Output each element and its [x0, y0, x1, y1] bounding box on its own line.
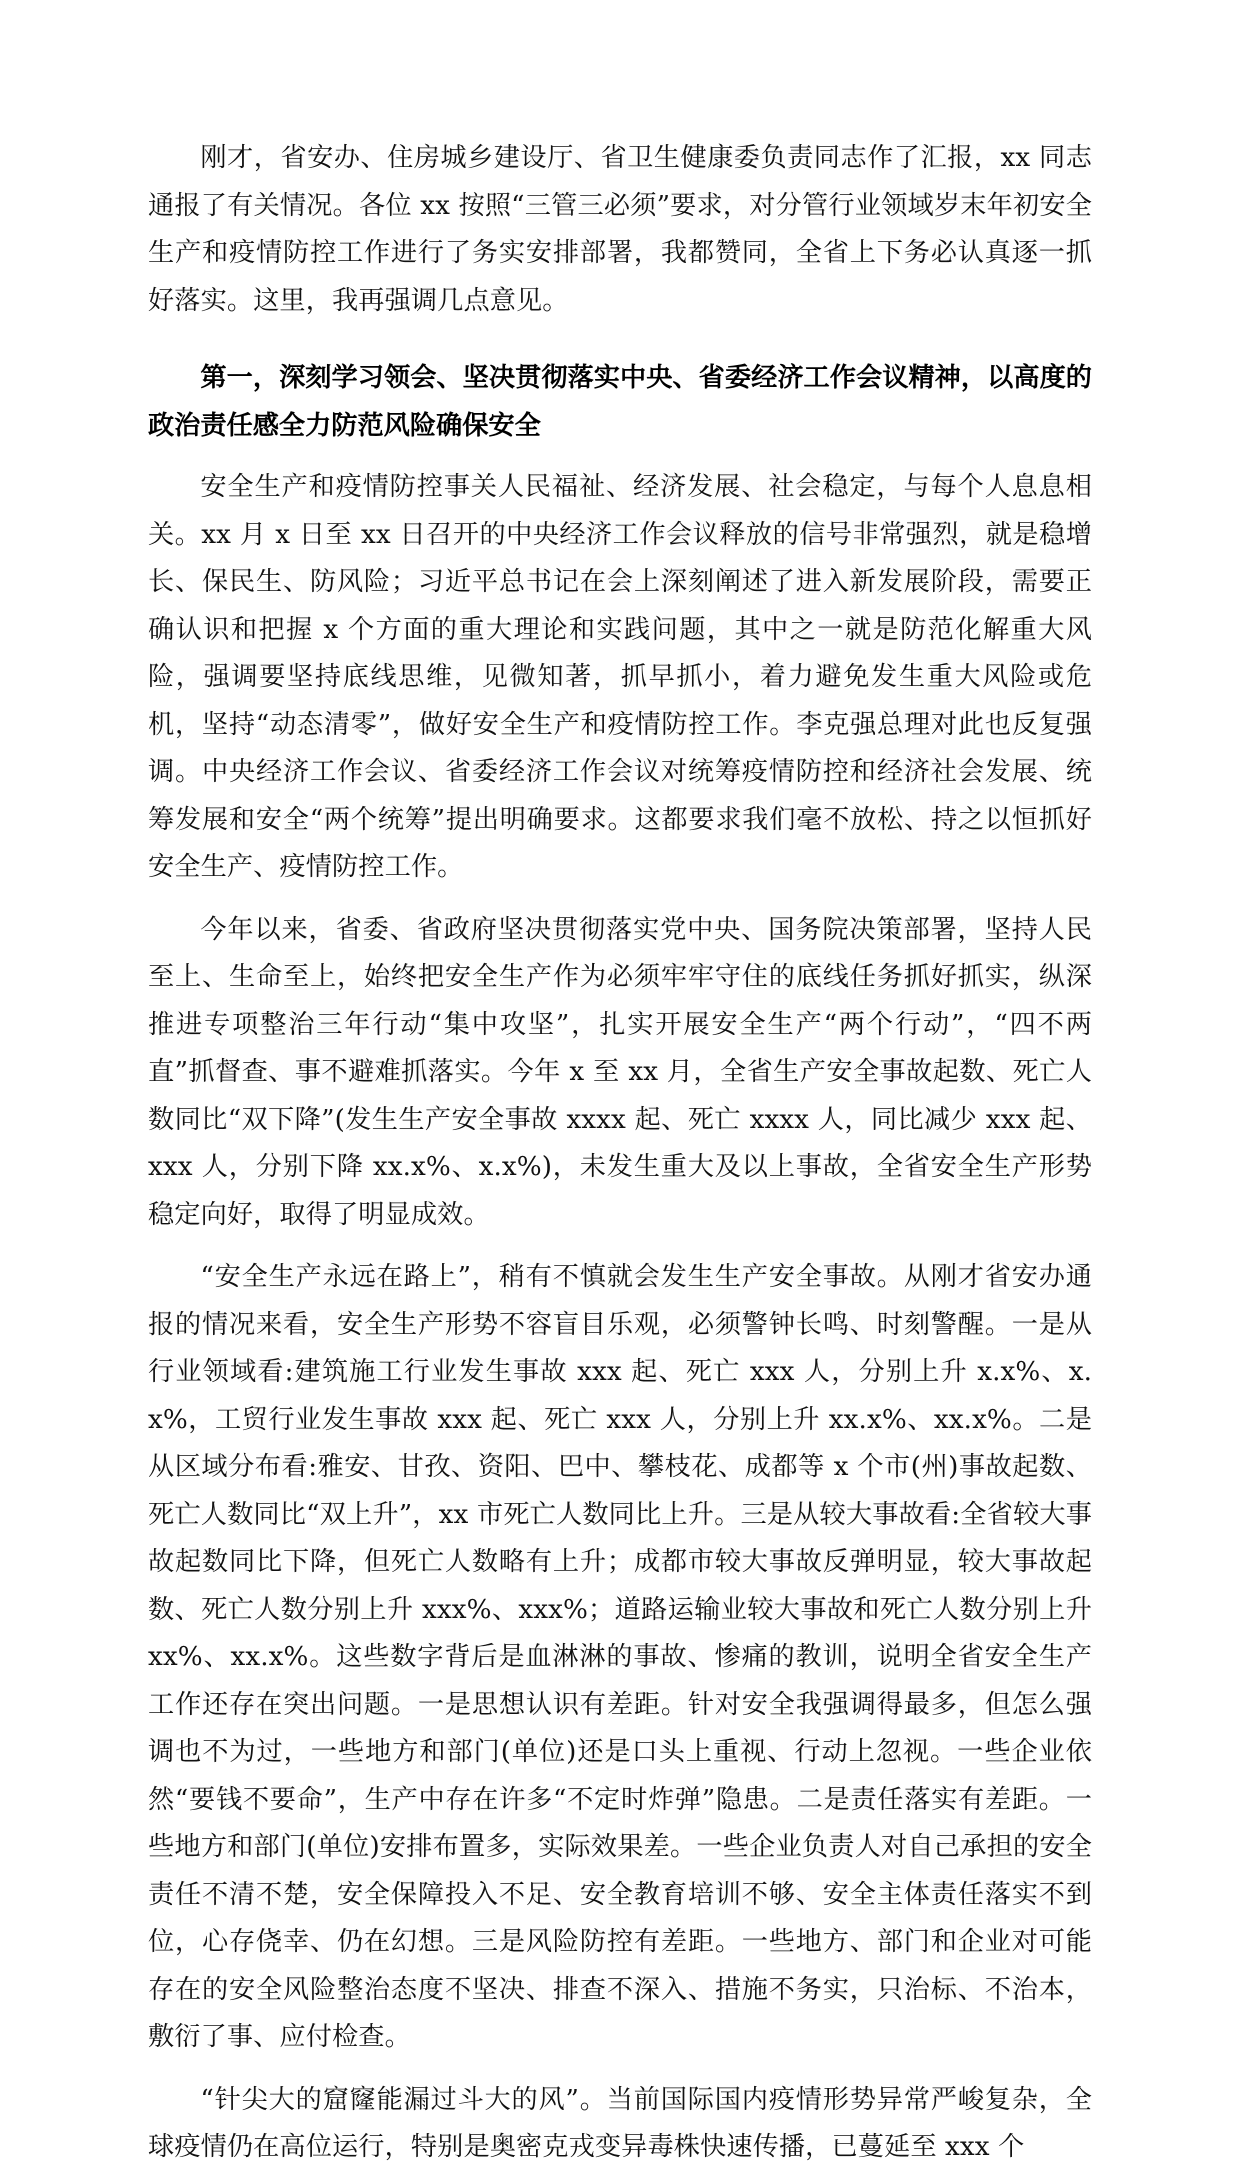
- section-heading-first: 第一，深刻学习领会、坚决贯彻落实中央、省委经济工作会议精神，以高度的政治责任感全力防范风险确保安全: [148, 363, 1092, 441]
- paragraph-opening-remarks: 刚才，省安办、住房城乡建设厅、省卫生健康委负责同志作了汇报，xx 同志通报了有关情况。各位 xx 按照“三管三必须”要求，对分管行业领域岁末年初安全生产和疫情防控工作进行了务实安排部署，我都赞同，全省上下务必认真逐一抓好落实。这里，我再强调几点意见。: [148, 143, 1092, 316]
- document-body: [148, 135, 1092, 2172]
- paragraph-this-year-progress: 今年以来，省委、省政府坚决贯彻落实党中央、国务院决策部署，坚持人民至上、生命至上，始终把安全生产作为必须牢牢守住的底线任务抓好抓实，纵深推进专项整治三年行动“集中攻坚”，扎实开展安全生产“两个行动”，“四不两直”抓督查、事不避难抓落实。今年 x 至 xx 月，全省生产安全事故起数、死亡人数同比“双下降”(发生生产安全事故 xxxx 起、死亡 xxxx 人，同比减少 xxx 起、xxx 人，分别下降 xx.x%、x.x%)，未发生重大及以上事故，全省安全生产形势稳定向好，取得了明显成效。: [148, 914, 1092, 1230]
- paragraph-safety-analysis: “安全生产永远在路上”，稍有不慎就会发生生产安全事故。从刚才省安办通报的情况来看，安全生产形势不容盲目乐观，必须警钟长鸣、时刻警醒。一是从行业领域看:建筑施工行业发生事故 xxx 起、死亡 xxx 人，分别上升 x.x%、x.x%，工贸行业发生事故 xxx 起、死亡 xxx 人，分别上升 xx.x%、xx.x%。二是从区域分布看:雅安、甘孜、资阳、巴中、攀枝花、成都等 x 个市(州)事故起数、死亡人数同比“双上升”，xx 市死亡人数同比上升。三是从较大事故看:全省较大事故起数同比下降，但死亡人数略有上升；成都市较大事故反弹明显，较大事故起数、死亡人数分别上升 xxx%、xxx%；道路运输业较大事故和死亡人数分别上升 xx%、xx.x%。这些数字背后是血淋淋的事故、惨痛的教训，说明全省安全生产工作还存在突出问题。一是思想认识有差距。针对安全我强调得最多，但怎么强调也不为过，一些地方和部门(单位)还是口头上重视、行动上忽视。一些企业依然“要钱不要命”，生产中存在许多“不定时炸弹”隐患。二是责任落实有差距。一些地方和部门(单位)安排布置多，实际效果差。一些企业负责人对自己承担的安全责任不清不楚，安全保障投入不足、安全教育培训不够、安全主体责任落实不到位，心存侥幸、仍在幻想。三是风险防控有差距。一些地方、部门和企业对可能存在的安全风险整治态度不坚决、排查不深入、措施不务实，只治标、不治本，敷衍了事、应付检查。: [148, 1262, 1092, 2052]
- paragraph-epidemic-situation: “针尖大的窟窿能漏过斗大的风”。当前国际国内疫情形势异常严峻复杂，全球疫情仍在高位运行，特别是奥密克戎变异毒株快速传播，已蔓延至 xxx 个: [148, 2084, 1092, 2162]
- paragraph-central-economic-work-conference: 安全生产和疫情防控事关人民福祉、经济发展、社会稳定，与每个人息息相关。xx 月 x 日至 xx 日召开的中央经济工作会议释放的信号非常强烈，就是稳增长、保民生、防风险；习近平总书记在会上深刻阐述了进入新发展阶段，需要正确认识和把握 x 个方面的重大理论和实践问题，其中之一就是防范化解重大风险，强调要坚持底线思维，见微知著，抓早抓小，着力避免发生重大风险或危机，坚持“动态清零”，做好安全生产和疫情防控工作。李克强总理对此也反复强调。中央经济工作会议、省委经济工作会议对统筹疫情防控和经济社会发展、统筹发展和安全“两个统筹”提出明确要求。这都要求我们毫不放松、持之以恒抓好安全生产、疫情防控工作。: [148, 472, 1092, 882]
